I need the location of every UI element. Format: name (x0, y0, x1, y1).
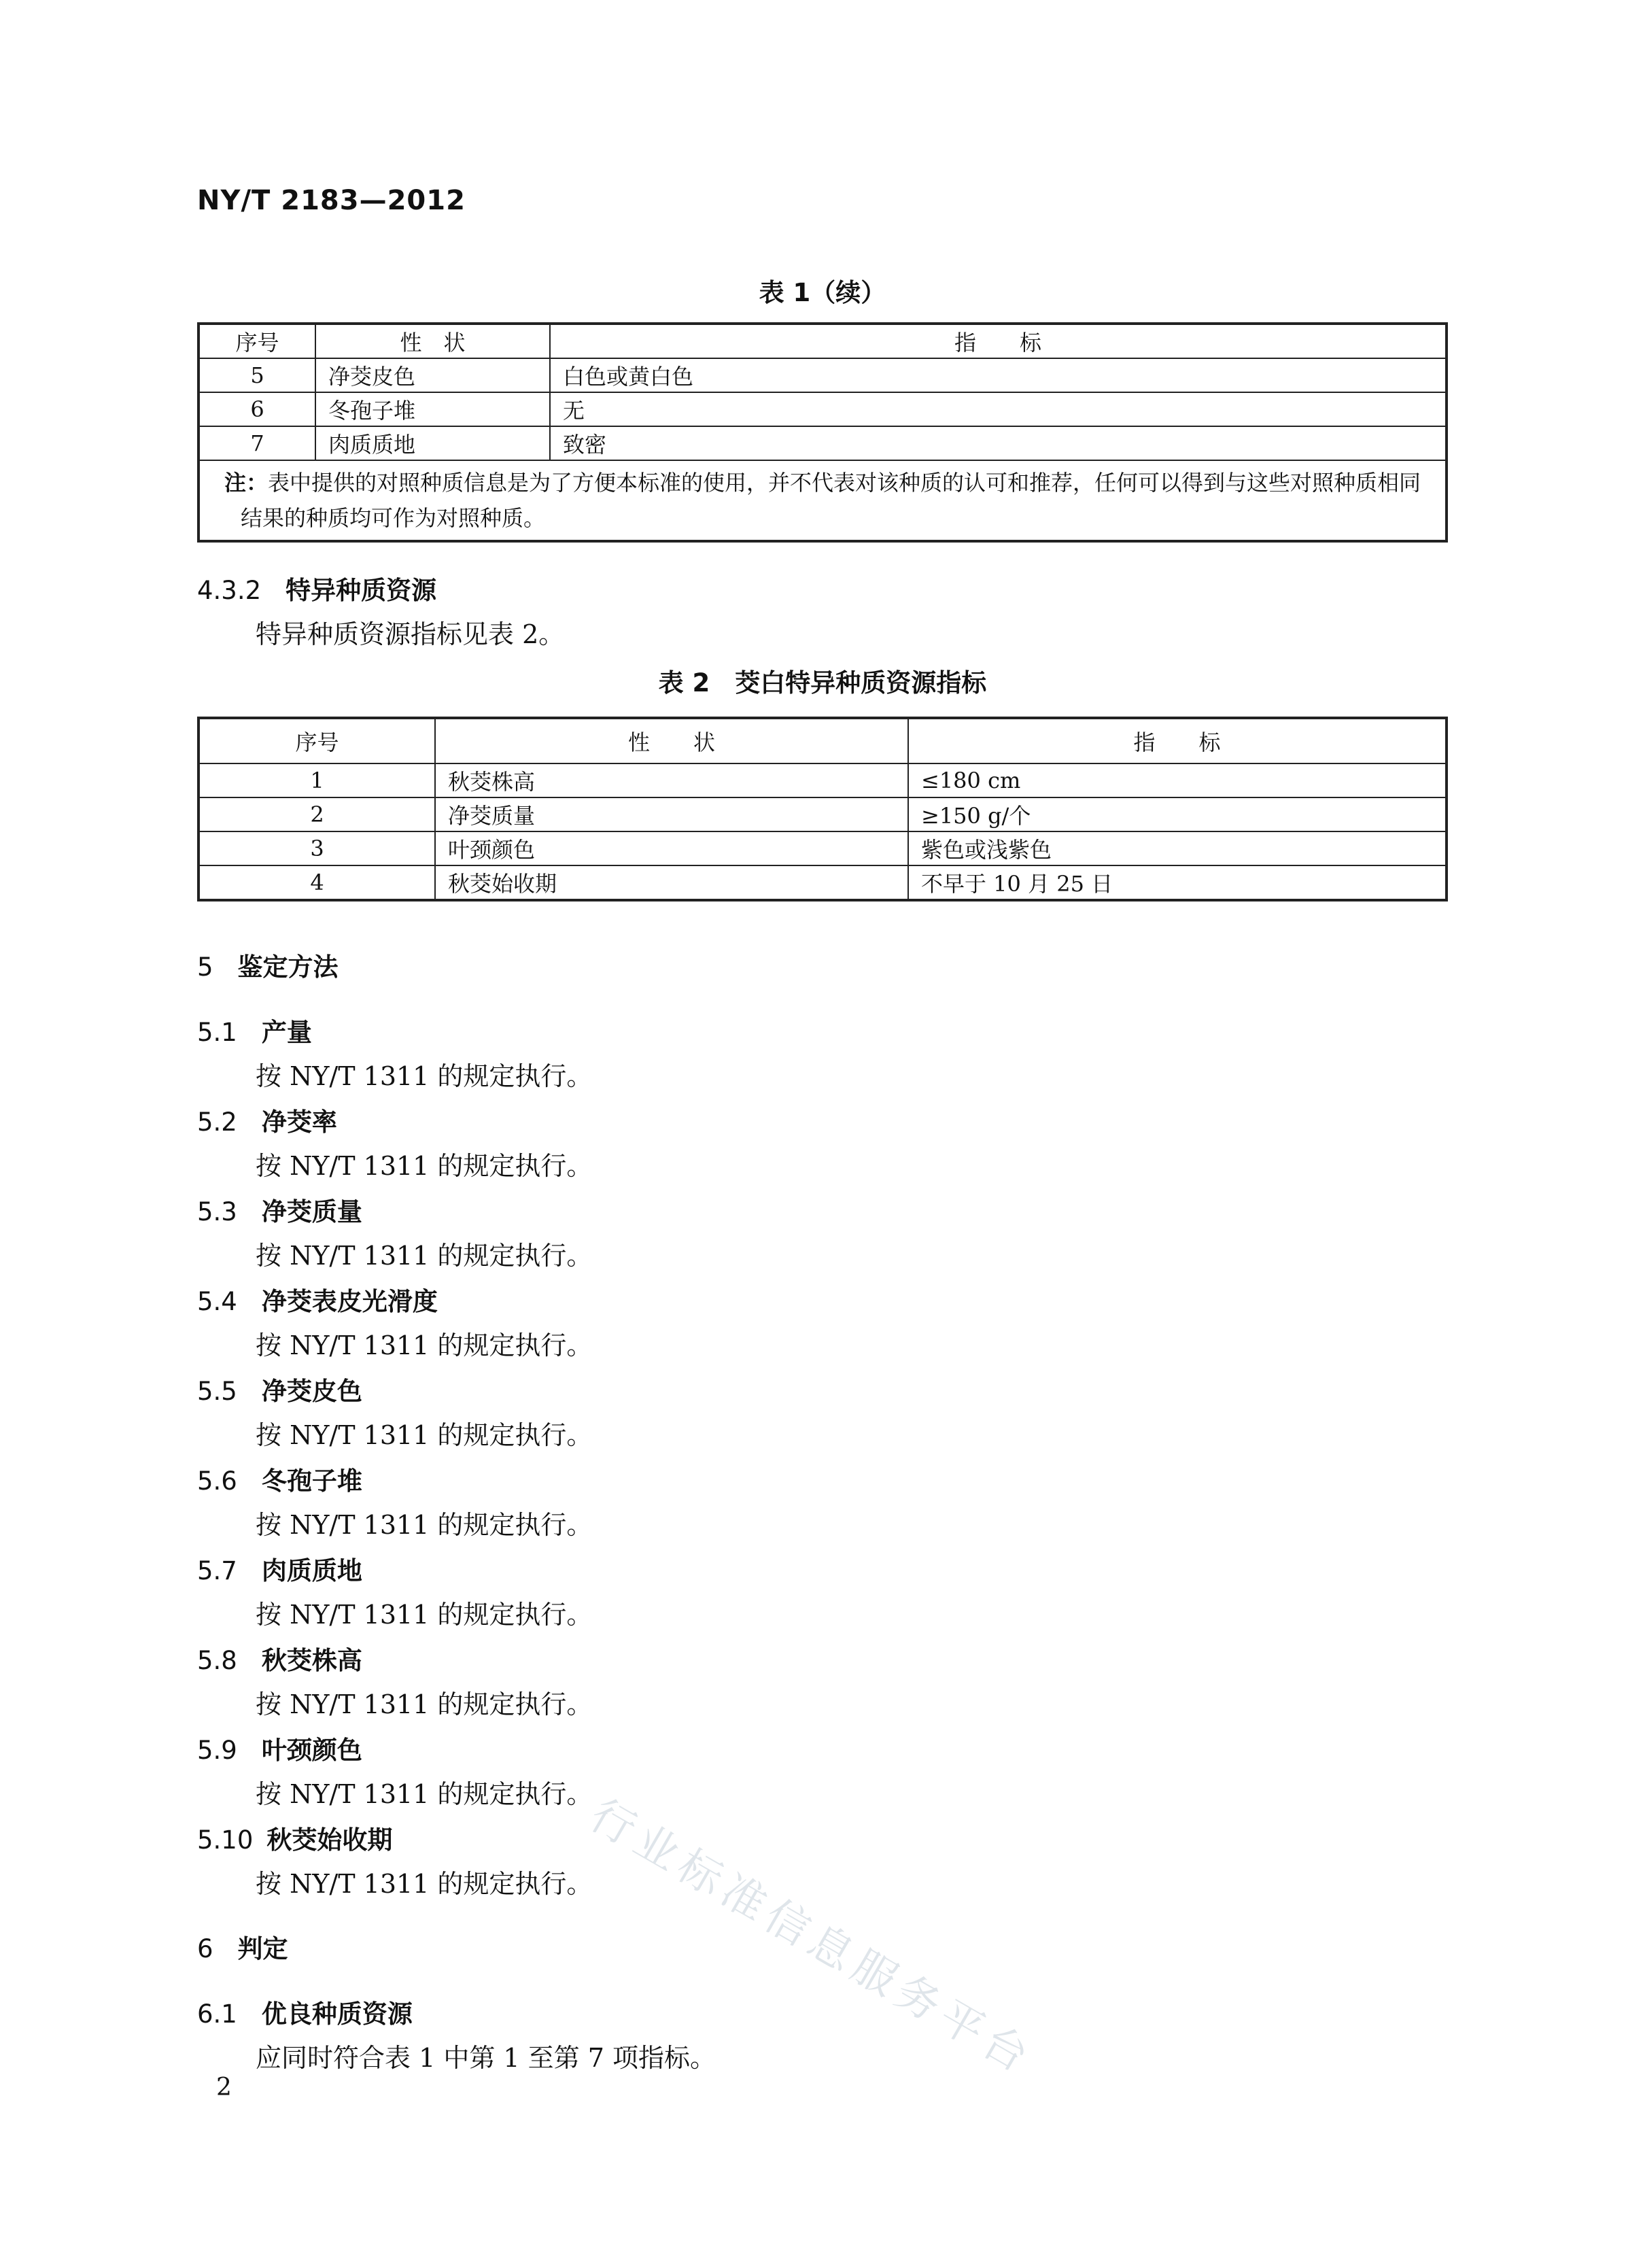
table-cell: ≤180 cm (908, 763, 1447, 797)
table-row (198, 797, 1447, 831)
document-id: NY/T 2183—2012 (197, 185, 466, 216)
table1-header-row (198, 324, 1447, 358)
section-number: 5 (197, 952, 213, 982)
table-cell: 无 (550, 392, 1447, 426)
section-6-1-text: 应同时符合表 1 中第 1 至第 7 项指标。 (256, 2043, 716, 2073)
table2-header-row (198, 718, 1447, 763)
table1-header-cell: 性 状 (315, 324, 550, 358)
table-cell: 白色或黄白色 (550, 358, 1447, 392)
table-cell: 秋茭始收期 (435, 865, 908, 900)
table2-header-cell: 序号 (198, 718, 435, 763)
section-number: 5.9 (197, 1736, 237, 1765)
table-cell: 致密 (550, 426, 1447, 460)
section-number: 5.6 (197, 1466, 237, 1496)
section-6-heading (197, 1928, 288, 1965)
table-cell: 肉质质地 (315, 426, 550, 460)
table-cell: 4 (198, 865, 435, 900)
section-4-3-2-heading (197, 570, 436, 606)
section-5-10-text: 按 NY/T 1311 的规定执行。 (256, 1869, 593, 1899)
section-number: 5.4 (197, 1287, 237, 1316)
section-5-7-text: 按 NY/T 1311 的规定执行。 (256, 1600, 593, 1630)
section-5-9-heading (197, 1730, 362, 1766)
section-title: 净茭皮色 (261, 1377, 362, 1406)
section-title: 叶颈颜色 (261, 1736, 362, 1765)
table-cell: 净茭质量 (435, 797, 908, 831)
section-5-4-text: 按 NY/T 1311 的规定执行。 (256, 1330, 593, 1360)
section-5-5-heading (197, 1371, 362, 1407)
table-cell: 叶颈颜色 (435, 831, 908, 865)
section-number: 4.3.2 (197, 576, 262, 605)
section-number: 6 (197, 1934, 213, 1963)
section-5-4-heading (197, 1281, 438, 1318)
section-5-10-heading (197, 1819, 392, 1856)
table2-header-cell: 性 状 (435, 718, 908, 763)
section-number: 5.10 (197, 1825, 254, 1855)
table-row (198, 831, 1447, 865)
section-5-2-heading (197, 1101, 337, 1138)
table1-header-cell: 指 标 (550, 324, 1447, 358)
section-number: 5.8 (197, 1646, 237, 1675)
table-cell: 净茭皮色 (315, 358, 550, 392)
section-title: 秋茭株高 (261, 1646, 362, 1675)
table1-header-cell: 序号 (198, 324, 315, 358)
section-5-5-text: 按 NY/T 1311 的规定执行。 (256, 1420, 593, 1450)
note-label: 注： (224, 470, 269, 496)
section-5-1-text: 按 NY/T 1311 的规定执行。 (256, 1061, 593, 1091)
section-5-1-heading (197, 1012, 312, 1048)
table-cell: 2 (198, 797, 435, 831)
section-title: 优良种质资源 (261, 1999, 413, 2029)
section-title: 秋茭始收期 (266, 1825, 393, 1855)
section-number: 6.1 (197, 1999, 237, 2029)
table2-header-cell: 指 标 (908, 718, 1447, 763)
table-row (198, 763, 1447, 797)
table-row (198, 358, 1447, 392)
section-5-6-heading (197, 1460, 362, 1497)
section-6-1-heading (197, 1993, 413, 2030)
table-row (198, 426, 1447, 460)
section-title: 特异种质资源 (286, 576, 437, 605)
section-5-heading (197, 946, 339, 983)
table-cell: 3 (198, 831, 435, 865)
section-title: 净茭率 (261, 1107, 337, 1137)
section-5-3-heading (197, 1191, 362, 1228)
section-5-3-text: 按 NY/T 1311 的规定执行。 (256, 1241, 593, 1271)
table-row (198, 865, 1447, 900)
table-cell: 1 (198, 763, 435, 797)
table1-note-row (198, 460, 1447, 541)
table-cell: 紫色或浅紫色 (908, 831, 1447, 865)
table2-caption: 表 2 茭白特异种质资源指标 (658, 668, 987, 698)
section-title: 冬孢子堆 (261, 1466, 362, 1496)
section-title: 净茭表皮光滑度 (261, 1287, 438, 1316)
section-4-3-2-text: 特异种质资源指标见表 2。 (256, 619, 565, 649)
note-text: 表中提供的对照种质信息是为了方便本标准的使用，并不代表对该种质的认可和推荐，任何可以得到与这些对照种质相同结果的种质均可作为对照种质。 (241, 470, 1421, 531)
table-cell: 6 (198, 392, 315, 426)
page-number: 2 (216, 2074, 232, 2101)
section-5-9-text: 按 NY/T 1311 的规定执行。 (256, 1779, 593, 1809)
table-cell: ≥150 g/个 (908, 797, 1447, 831)
section-number: 5.7 (197, 1556, 237, 1585)
table-cell: 7 (198, 426, 315, 460)
table1 (197, 322, 1448, 543)
section-number: 5.2 (197, 1107, 237, 1137)
table-cell: 5 (198, 358, 315, 392)
watermark: 行业标准信息服务平台 (581, 1789, 1043, 2086)
table-cell: 冬孢子堆 (315, 392, 550, 426)
section-5-8-text: 按 NY/T 1311 的规定执行。 (256, 1689, 593, 1719)
section-number: 5.3 (197, 1197, 237, 1226)
table-cell: 秋茭株高 (435, 763, 908, 797)
table2 (197, 717, 1448, 901)
section-title: 鉴定方法 (237, 952, 339, 982)
table-row (198, 392, 1447, 426)
section-5-6-text: 按 NY/T 1311 的规定执行。 (256, 1510, 593, 1540)
table1-caption: 表 1（续） (759, 278, 886, 307)
section-title: 判定 (237, 1934, 288, 1963)
section-5-2-text: 按 NY/T 1311 的规定执行。 (256, 1151, 593, 1181)
section-number: 5.5 (197, 1377, 237, 1406)
section-number: 5.1 (197, 1018, 237, 1047)
section-title: 肉质质地 (261, 1556, 362, 1585)
section-5-7-heading (197, 1550, 362, 1587)
table-cell: 不早于 10 月 25 日 (908, 865, 1447, 900)
table1-note (198, 460, 1447, 541)
section-title: 净茭质量 (261, 1197, 362, 1226)
section-title: 产量 (261, 1018, 312, 1047)
section-5-8-heading (197, 1640, 362, 1677)
